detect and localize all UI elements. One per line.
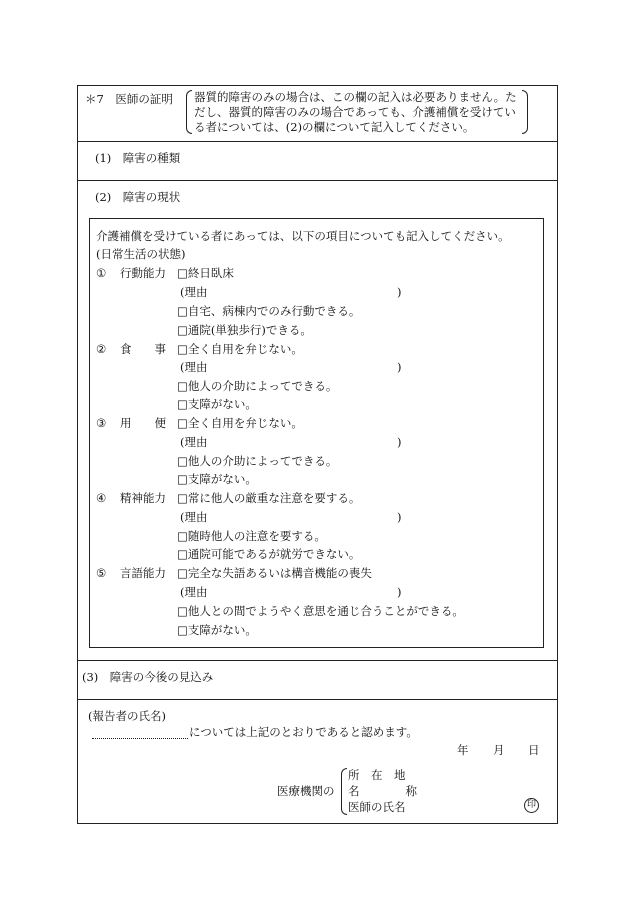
option: □支障がない。 <box>177 623 257 637</box>
day-label: 日 <box>528 743 540 757</box>
item-number: ⑤ <box>96 566 107 580</box>
option: □通院可能であるが就労できない。 <box>177 547 361 561</box>
daily-life-box <box>89 218 544 648</box>
address-label: 所 在 地 <box>348 768 406 782</box>
month-label: 月 <box>493 743 505 757</box>
reason-close: ) <box>397 510 402 524</box>
reason-close: ) <box>397 585 402 599</box>
item-label: 行動能力 <box>120 266 166 280</box>
option: □通院(単独歩行)できる。 <box>177 323 312 337</box>
item-label: 用 便 <box>120 416 166 430</box>
reason-close: ) <box>397 435 402 449</box>
section-2-title: (2) 障害の現状 <box>95 190 181 204</box>
section-3-title: (3) 障害の今後の見込み <box>82 670 214 684</box>
name-label: 名 称 <box>348 784 417 798</box>
option: □他人の介助によってできる。 <box>177 379 338 393</box>
section7-label: ＊7 医師の証明 <box>85 92 173 106</box>
divider <box>77 141 558 142</box>
section7-note-line-1: 器質的障害のみの場合は、この欄の記入は必要ありません。た <box>194 90 517 104</box>
reason-label: (理由 <box>180 360 208 374</box>
intro-text: 介護補償を受けている者にあっては、以下の項目についても記入してください。 <box>96 229 510 243</box>
institution-brace <box>341 768 347 815</box>
item-number: ① <box>96 266 107 280</box>
reporter-label: (報告者の氏名) <box>88 709 166 723</box>
item-number: ② <box>96 342 107 356</box>
reporter-name-field[interactable] <box>92 726 188 739</box>
divider <box>77 180 558 181</box>
item-number: ③ <box>96 416 107 430</box>
section7-note-line-2: だし、器質的障害のみの場合であっても、介護補償を受けてい <box>194 105 516 119</box>
option: □他人との間でようやく意思を通じ合うことができる。 <box>177 604 464 618</box>
reason-close: ) <box>397 285 402 299</box>
option: □全く自用を弁じない。 <box>177 416 303 430</box>
certification-statement: については上記のとおりであると認めます。 <box>189 725 418 739</box>
reason-label: (理由 <box>180 285 208 299</box>
option: □終日臥床 <box>177 266 234 280</box>
option: □常に他人の厳重な注意を要する。 <box>177 491 361 505</box>
reason-label: (理由 <box>180 510 208 524</box>
item-label: 精神能力 <box>120 491 166 505</box>
sub-heading: (日常生活の状態) <box>96 247 186 261</box>
option: □支障がない。 <box>177 397 257 411</box>
seal-icon: 印 <box>524 798 539 813</box>
item-label: 言語能力 <box>120 566 166 580</box>
left-brace <box>186 90 192 134</box>
option: □全く自用を弁じない。 <box>177 342 303 356</box>
option: □支障がない。 <box>177 472 257 486</box>
item-number: ④ <box>96 491 107 505</box>
section7-note-line-3: る者については、(2)の欄について記入してください。 <box>194 120 475 134</box>
item-label: 食 事 <box>120 342 166 356</box>
reason-close: ) <box>397 360 402 374</box>
reason-label: (理由 <box>180 585 208 599</box>
option: □他人の介助によってできる。 <box>177 454 338 468</box>
option: □随時他人の注意を要する。 <box>177 529 326 543</box>
doctor-name-label: 医師の氏名 <box>348 800 406 814</box>
reason-label: (理由 <box>180 435 208 449</box>
divider <box>77 699 558 700</box>
institution-label: 医療機関の <box>277 784 335 798</box>
option: □完全な失語あるいは構音機能の喪失 <box>177 566 372 580</box>
divider <box>77 660 558 661</box>
right-brace <box>522 90 528 134</box>
year-label: 年 <box>457 743 469 757</box>
section-1-title: (1) 障害の種類 <box>95 151 181 165</box>
option: □自宅、病棟内でのみ行動できる。 <box>177 304 361 318</box>
